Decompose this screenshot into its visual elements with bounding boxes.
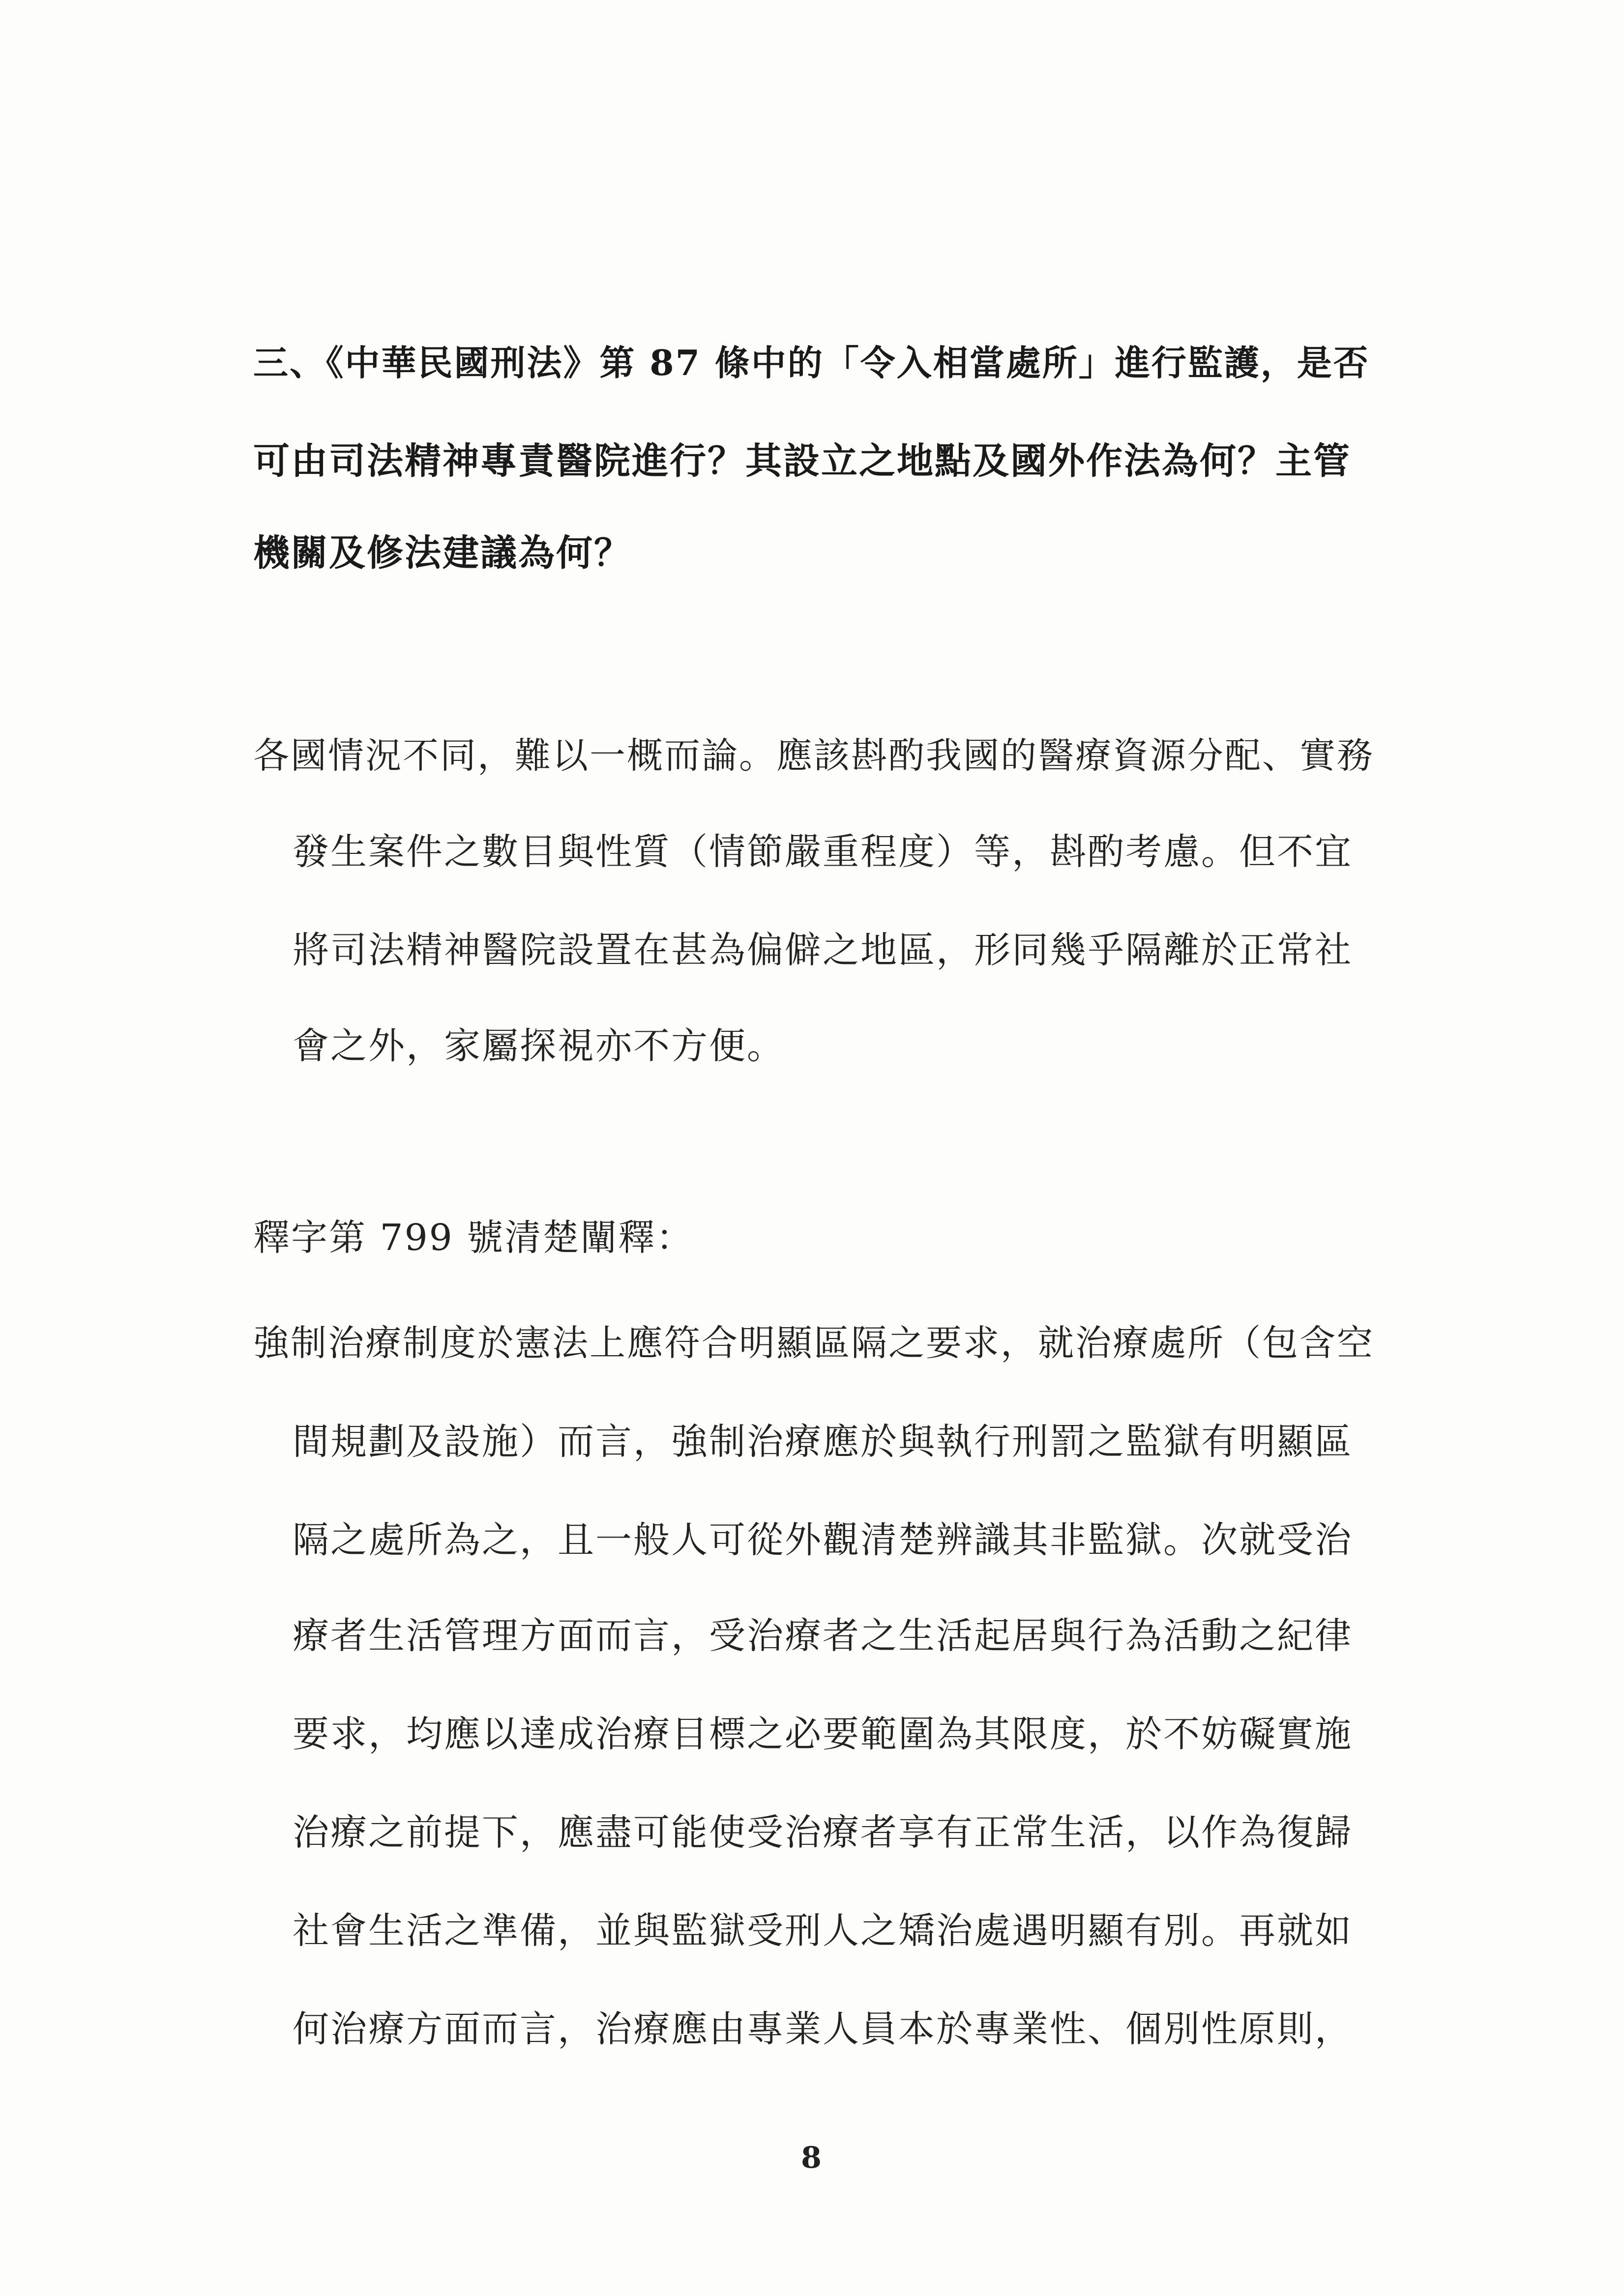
interpretation-line-5: 要求，均應以達成治療目標之必要範圍為其限度，於不妨礙實施	[293, 1713, 1353, 1755]
answer-line-2: 發生案件之數目與性質（情節嚴重程度）等，斟酌考慮。但不宜	[293, 831, 1353, 873]
answer-line-4: 會之外，家屬探視亦不方便。	[293, 1025, 785, 1067]
answer-line-1: 各國情況不同，難以一概而論。應該斟酌我國的醫療資源分配、實務	[253, 735, 1374, 777]
interpretation-line-1: 強制治療制度於憲法上應符合明顯區隔之要求，就治療處所（包含空	[253, 1322, 1374, 1364]
heading-line-2: 可由司法精神專責醫院進行？其設立之地點及國外作法為何？主管	[253, 440, 1351, 482]
interpretation-line-7: 社會生活之準備，並與監獄受刑人之矯治處遇明顯有別。再就如	[293, 1910, 1353, 1952]
heading-line-3: 機關及修法建議為何？	[253, 532, 632, 574]
interpretation-line-8: 何治療方面而言，治療應由專業人員本於專業性、個別性原則，	[293, 2008, 1353, 2050]
interpretation-intro: 釋字第 799 號清楚闡釋：	[253, 1217, 694, 1259]
interpretation-line-2: 間規劃及設施）而言，強制治療應於與執行刑罰之監獄有明顯區	[293, 1421, 1353, 1463]
interpretation-line-3: 隔之處所為之，且一般人可從外觀清楚辨識其非監獄。次就受治	[293, 1519, 1353, 1561]
answer-line-3: 將司法精神醫院設置在甚為偏僻之地區，形同幾乎隔離於正常社	[293, 929, 1353, 971]
page-number: 8	[801, 2141, 822, 2175]
heading-line-1: 三、《中華民國刑法》第 87 條中的「令入相當處所」進行監護，是否	[253, 342, 1370, 383]
interpretation-line-4: 療者生活管理方面而言，受治療者之生活起居與行為活動之紀律	[293, 1615, 1353, 1657]
interpretation-line-6: 治療之前提下，應盡可能使受治療者享有正常生活，以作為復歸	[293, 1811, 1353, 1854]
